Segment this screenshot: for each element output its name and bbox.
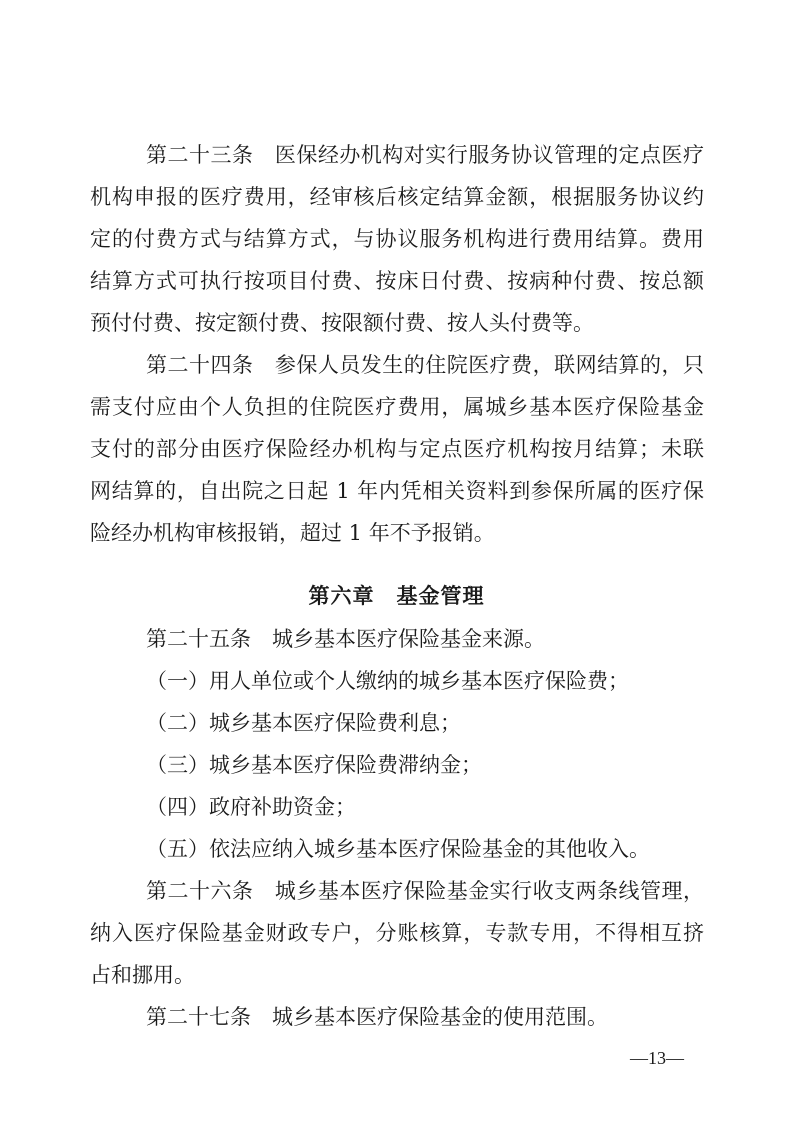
list-item: （二）城乡基本医疗保险费利息； [146, 711, 461, 735]
paragraph-line: 支付的部分由医疗保险经办机构与定点医疗机构按月结算；未联 [90, 437, 704, 461]
list-item: （五）依法应纳入城乡基本医疗保险基金的其他收入。 [146, 837, 650, 861]
paragraph-line: 需支付应由个人负担的住院医疗费用，属城乡基本医疗保险基金 [90, 395, 704, 419]
paragraph-line: 第二十四条 参保人员发生的住院医疗费，联网结算的，只 [146, 353, 704, 377]
paragraph-line: 纳入医疗保险基金财政专户，分账核算，专款专用，不得相互挤 [90, 921, 704, 945]
paragraph-line: 第二十六条 城乡基本医疗保险基金实行收支两条线管理， [146, 879, 704, 903]
paragraph-line: 险经办机构审核报销，超过 1 年不予报销。 [90, 521, 495, 545]
paragraph-line: 第二十七条 城乡基本医疗保险基金的使用范围。 [146, 1005, 608, 1029]
chapter-heading: 第六章 基金管理 [308, 583, 485, 608]
list-item: （四）政府补助资金； [146, 795, 356, 819]
paragraph-line: 第二十三条 医保经办机构对实行服务协议管理的定点医疗 [146, 143, 704, 167]
list-item: （三）城乡基本医疗保险费滞纳金； [146, 753, 482, 777]
paragraph-line: 网结算的，自出院之日起 1 年内凭相关资料到参保所属的医疗保 [90, 479, 704, 503]
paragraph-line: 定的付费方式与结算方式，与协议服务机构进行费用结算。费用 [90, 227, 704, 251]
list-item: （一）用人单位或个人缴纳的城乡基本医疗保险费； [146, 669, 629, 693]
paragraph-line: 占和挪用。 [90, 963, 195, 987]
paragraph-line: 机构申报的医疗费用，经审核后核定结算金额，根据服务协议约 [90, 185, 704, 209]
page-number: —13— [630, 1048, 684, 1068]
paragraph-line: 预付付费、按定额付费、按限额付费、按人头付费等。 [90, 311, 594, 335]
paragraph-line: 结算方式可执行按项目付费、按床日付费、按病种付费、按总额 [90, 269, 704, 293]
paragraph-line: 第二十五条 城乡基本医疗保险基金来源。 [146, 627, 545, 651]
